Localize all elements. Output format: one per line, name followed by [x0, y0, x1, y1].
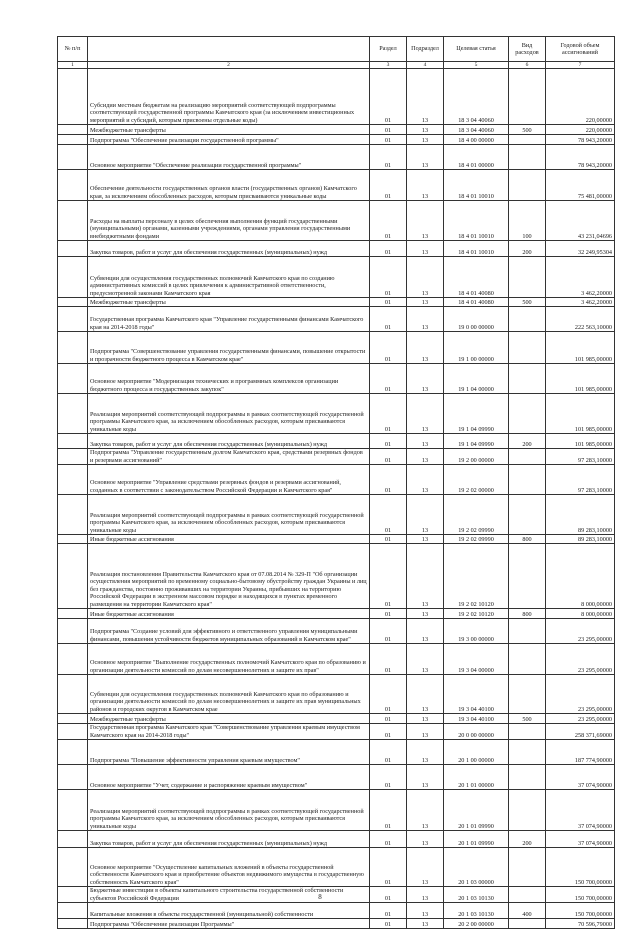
row-section: 01 — [370, 831, 407, 848]
row-name: Подпрограмма "Создание условий для эффективного и ответственного управления муниципальными финансами, повышения устойчивости бюджетов муниципальных образований в Камчатском крае" — [88, 619, 370, 644]
row-subsection: 13 — [407, 724, 444, 740]
row-section: 01 — [370, 125, 407, 135]
row-target: 18 3 04 40060 — [444, 69, 509, 125]
row-subsection: 13 — [407, 714, 444, 724]
row-target: 19 2 02 09990 — [444, 495, 509, 535]
table-row — [58, 465, 615, 495]
row-exptype — [509, 765, 546, 790]
header-exptype: Вид расходов — [509, 37, 546, 62]
row-name: Подпрограмма "Повышение эффективности управления краевым имуществом" — [88, 740, 370, 765]
header-amount: Годовой объем ассигнований — [546, 37, 615, 62]
row-exptype: 400 — [509, 903, 546, 919]
row-exptype — [509, 790, 546, 831]
row-target: 19 1 00 00000 — [444, 332, 509, 364]
row-target: 19 2 02 10120 — [444, 609, 509, 619]
row-section: 01 — [370, 307, 407, 332]
row-subsection: 13 — [407, 644, 444, 675]
page-number: 8 — [318, 893, 322, 901]
row-exptype — [509, 465, 546, 495]
row-amount: 222 563,10000 — [546, 307, 615, 332]
row-amount: 220,00000 — [546, 69, 615, 125]
row-amount: 75 481,00000 — [546, 170, 615, 201]
table-row — [58, 332, 615, 364]
table-row — [58, 394, 615, 434]
row-amount: 150 700,00000 — [546, 887, 615, 903]
row-amount: 150 700,00000 — [546, 848, 615, 887]
row-exptype — [509, 848, 546, 887]
column-numbering-row — [58, 62, 615, 69]
row-target: 20 1 01 09990 — [444, 831, 509, 848]
row-section: 01 — [370, 201, 407, 241]
row-subsection: 13 — [407, 919, 444, 929]
row-target: 19 0 00 00000 — [444, 307, 509, 332]
row-exptype — [509, 135, 546, 145]
row-subsection: 13 — [407, 831, 444, 848]
row-name: Иные бюджетные ассигнования — [88, 609, 370, 619]
row-exptype — [509, 394, 546, 434]
row-number — [58, 394, 88, 434]
row-subsection: 13 — [407, 495, 444, 535]
row-exptype: 200 — [509, 434, 546, 449]
header-target: Целевая статья — [444, 37, 509, 62]
row-target: 19 2 02 10120 — [444, 544, 509, 609]
row-amount: 8 000,00000 — [546, 544, 615, 609]
row-amount: 37 074,90000 — [546, 765, 615, 790]
row-target: 20 1 01 00000 — [444, 765, 509, 790]
row-name: Основное мероприятие "Управление средствами резервных фондов и резервами ассигнований, созданных в соответствии с законодательством Российской Федерации и Камчатского края" — [88, 465, 370, 495]
row-amount: 101 985,00000 — [546, 364, 615, 394]
row-name: Подпрограмма "Обеспечение реализации государственной программы" — [88, 135, 370, 145]
table-row — [58, 765, 615, 790]
column-number: 7 — [546, 62, 615, 69]
row-exptype — [509, 544, 546, 609]
row-name: Основное мероприятие "Обеспечение реализации государственной программы" — [88, 145, 370, 170]
row-section: 01 — [370, 765, 407, 790]
table-row — [58, 919, 615, 929]
row-subsection: 13 — [407, 170, 444, 201]
row-amount: 3 462,20000 — [546, 257, 615, 298]
row-subsection: 13 — [407, 535, 444, 544]
row-number — [58, 170, 88, 201]
row-exptype — [509, 257, 546, 298]
row-exptype — [509, 170, 546, 201]
row-exptype — [509, 675, 546, 714]
row-section: 01 — [370, 135, 407, 145]
row-number — [58, 765, 88, 790]
header-section: Раздел — [370, 37, 407, 62]
row-amount: 3 462,20000 — [546, 298, 615, 307]
row-name: Основное мероприятие "Учет, содержание и распоряжение краевым имуществом" — [88, 765, 370, 790]
row-section: 01 — [370, 790, 407, 831]
row-target: 18 4 01 10010 — [444, 201, 509, 241]
table-row — [58, 675, 615, 714]
row-subsection: 13 — [407, 241, 444, 257]
table-body — [58, 69, 615, 929]
table-row — [58, 644, 615, 675]
row-name: Капитальные вложения в объекты государственной (муниципальной) собственности — [88, 903, 370, 919]
row-target: 19 3 00 00000 — [444, 619, 509, 644]
table-row — [58, 544, 615, 609]
column-number: 2 — [88, 62, 370, 69]
row-section: 01 — [370, 495, 407, 535]
row-name: Межбюджетные трансферты — [88, 714, 370, 724]
row-amount: 23 295,00000 — [546, 675, 615, 714]
row-name: Закупка товаров, работ и услуг для обеспечения государственных (муниципальных) нужд — [88, 434, 370, 449]
row-target: 19 1 04 09990 — [444, 394, 509, 434]
table-row — [58, 790, 615, 831]
table-row — [58, 170, 615, 201]
column-number: 5 — [444, 62, 509, 69]
column-number: 3 — [370, 62, 407, 69]
row-name: Подпрограмма "Обеспечение реализации Программы" — [88, 919, 370, 929]
row-subsection: 13 — [407, 740, 444, 765]
column-number: 6 — [509, 62, 546, 69]
row-amount: 78 943,20000 — [546, 135, 615, 145]
row-number — [58, 135, 88, 145]
row-section: 01 — [370, 740, 407, 765]
table-row — [58, 495, 615, 535]
row-subsection: 13 — [407, 364, 444, 394]
row-section: 01 — [370, 919, 407, 929]
row-number — [58, 919, 88, 929]
row-number — [58, 609, 88, 619]
row-section: 01 — [370, 69, 407, 125]
table-row — [58, 241, 615, 257]
document-sheet — [57, 36, 614, 929]
row-amount: 101 985,00000 — [546, 434, 615, 449]
row-number — [58, 298, 88, 307]
row-exptype — [509, 69, 546, 125]
row-number — [58, 465, 88, 495]
table-row — [58, 69, 615, 125]
row-name: Подпрограмма "Управление государственным долгом Камчатского края, средствами резервных фондов и резервами ассигнований" — [88, 449, 370, 465]
row-name: Реализация мероприятий соответствующей подпрограммы в рамках соответствующей государственной программы Камчатского края, за исключением обособленных расходов, которым присваиваются уникальные коды — [88, 394, 370, 434]
row-exptype: 200 — [509, 831, 546, 848]
row-exptype — [509, 145, 546, 170]
row-amount: 43 231,04696 — [546, 201, 615, 241]
row-number — [58, 145, 88, 170]
row-name: Закупка товаров, работ и услуг для обеспечения государственных (муниципальных) нужд — [88, 241, 370, 257]
row-target: 20 2 00 00000 — [444, 919, 509, 929]
budget-table — [57, 36, 615, 929]
table-row — [58, 831, 615, 848]
row-section: 01 — [370, 724, 407, 740]
table-row — [58, 125, 615, 135]
row-name: Основное мероприятие "Модернизация технических и программных комплексов организации бюджетного процесса и государственных закупок" — [88, 364, 370, 394]
row-amount: 97 283,10000 — [546, 449, 615, 465]
row-exptype — [509, 332, 546, 364]
row-section: 01 — [370, 714, 407, 724]
row-subsection: 13 — [407, 765, 444, 790]
row-amount: 220,00000 — [546, 125, 615, 135]
row-subsection: 13 — [407, 903, 444, 919]
row-number — [58, 257, 88, 298]
row-section: 01 — [370, 887, 407, 903]
row-exptype — [509, 495, 546, 535]
row-amount: 258 371,69000 — [546, 724, 615, 740]
table-row — [58, 535, 615, 544]
row-section: 01 — [370, 609, 407, 619]
table-row — [58, 619, 615, 644]
row-subsection: 13 — [407, 332, 444, 364]
row-amount: 101 985,00000 — [546, 394, 615, 434]
row-number — [58, 790, 88, 831]
row-number — [58, 544, 88, 609]
row-subsection: 13 — [407, 465, 444, 495]
row-exptype: 500 — [509, 125, 546, 135]
row-name: Межбюджетные трансферты — [88, 125, 370, 135]
row-number — [58, 714, 88, 724]
row-number — [58, 848, 88, 887]
row-target: 20 1 00 00000 — [444, 740, 509, 765]
row-section: 01 — [370, 170, 407, 201]
row-name: Межбюджетные трансферты — [88, 298, 370, 307]
row-subsection: 13 — [407, 394, 444, 434]
row-name: Бюджетные инвестиции в объекты капитального строительства государственной собственности субъектов Российской Федерации — [88, 887, 370, 903]
row-subsection: 13 — [407, 675, 444, 714]
row-target: 18 4 01 40080 — [444, 257, 509, 298]
table-row — [58, 714, 615, 724]
column-number: 4 — [407, 62, 444, 69]
row-amount: 23 295,00000 — [546, 714, 615, 724]
table-row — [58, 201, 615, 241]
row-target: 18 4 01 40080 — [444, 298, 509, 307]
row-number — [58, 69, 88, 125]
row-section: 01 — [370, 644, 407, 675]
row-section: 01 — [370, 364, 407, 394]
column-number: 1 — [58, 62, 88, 69]
row-subsection: 13 — [407, 449, 444, 465]
row-section: 01 — [370, 619, 407, 644]
row-exptype: 200 — [509, 241, 546, 257]
row-amount: 187 774,90000 — [546, 740, 615, 765]
row-amount: 32 249,95304 — [546, 241, 615, 257]
row-name: Реализация мероприятий соответствующей подпрограммы в рамках соответствующей государственной программы Камчатского края, за исключением обособленных расходов, которым присваиваются уникальные коды — [88, 495, 370, 535]
row-name: Реализация мероприятий соответствующей подпрограммы в рамках соответствующей государственной программы Камчатского края, за исключением обособленных расходов, которым присваиваются уникальные коды — [88, 790, 370, 831]
row-subsection: 13 — [407, 257, 444, 298]
row-amount: 89 283,10000 — [546, 495, 615, 535]
row-name: Основное мероприятие "Осуществление капитальных вложений в объекты государственной собственности Камчатского края и приобретение объектов недвижимого имущества в государственную собственность Камчатского края" — [88, 848, 370, 887]
row-number — [58, 644, 88, 675]
table-row — [58, 307, 615, 332]
table-row — [58, 364, 615, 394]
row-number — [58, 449, 88, 465]
row-section: 01 — [370, 332, 407, 364]
row-exptype: 500 — [509, 714, 546, 724]
table-row — [58, 434, 615, 449]
row-target: 18 4 01 00000 — [444, 145, 509, 170]
row-number — [58, 201, 88, 241]
row-section: 01 — [370, 434, 407, 449]
row-number — [58, 495, 88, 535]
row-number — [58, 740, 88, 765]
row-section: 01 — [370, 903, 407, 919]
row-number — [58, 619, 88, 644]
row-section: 01 — [370, 465, 407, 495]
row-section: 01 — [370, 544, 407, 609]
row-name: Иные бюджетные ассигнования — [88, 535, 370, 544]
row-target: 18 4 01 10010 — [444, 170, 509, 201]
row-target: 20 1 03 10130 — [444, 887, 509, 903]
row-exptype: 800 — [509, 609, 546, 619]
row-name: Закупка товаров, работ и услуг для обеспечения государственных (муниципальных) нужд — [88, 831, 370, 848]
row-exptype — [509, 740, 546, 765]
row-subsection: 13 — [407, 298, 444, 307]
row-target: 18 4 01 10010 — [444, 241, 509, 257]
row-target: 20 1 01 09990 — [444, 790, 509, 831]
row-subsection: 13 — [407, 307, 444, 332]
row-exptype — [509, 919, 546, 929]
row-subsection: 13 — [407, 887, 444, 903]
row-name: Субвенции для осуществления государственных полномочий Камчатского края по созданию административных комиссий в целях привлечения к административной ответственности, предусмотренной законами Камчатского края — [88, 257, 370, 298]
row-exptype — [509, 449, 546, 465]
row-number — [58, 125, 88, 135]
row-amount: 150 700,00000 — [546, 903, 615, 919]
row-amount: 23 295,00000 — [546, 644, 615, 675]
row-target: 19 2 00 00000 — [444, 449, 509, 465]
row-amount: 37 074,90000 — [546, 831, 615, 848]
row-target: 19 3 04 40100 — [444, 714, 509, 724]
table-row — [58, 257, 615, 298]
row-subsection: 13 — [407, 790, 444, 831]
row-number — [58, 831, 88, 848]
row-section: 01 — [370, 257, 407, 298]
row-target: 18 4 00 00000 — [444, 135, 509, 145]
row-exptype — [509, 724, 546, 740]
row-target: 19 3 04 00000 — [444, 644, 509, 675]
row-subsection: 13 — [407, 434, 444, 449]
row-section: 01 — [370, 298, 407, 307]
row-subsection: 13 — [407, 609, 444, 619]
row-subsection: 13 — [407, 69, 444, 125]
row-name: Государственная программа Камчатского края "Управление государственными финансами Камчатского края на 2014-2018 годы" — [88, 307, 370, 332]
row-name: Государственная программа Камчатского края "Совершенствование управления краевым имуществом Камчатского края на 2014-2018 годы" — [88, 724, 370, 740]
row-subsection: 13 — [407, 135, 444, 145]
table-row — [58, 740, 615, 765]
row-exptype — [509, 644, 546, 675]
row-name: Субвенции для осуществления государственных полномочий Камчатского края по образованию и организации деятельности комиссий по делам несовершеннолетних и защите их прав муниципальных районов и городских округов в Камчатском крае — [88, 675, 370, 714]
table-header — [58, 37, 615, 62]
row-target: 19 1 04 00000 — [444, 364, 509, 394]
row-section: 01 — [370, 848, 407, 887]
row-target: 19 2 02 00000 — [444, 465, 509, 495]
row-exptype — [509, 364, 546, 394]
row-exptype — [509, 307, 546, 332]
row-amount: 70 596,79000 — [546, 919, 615, 929]
row-subsection: 13 — [407, 125, 444, 135]
row-subsection: 13 — [407, 544, 444, 609]
table-row — [58, 298, 615, 307]
table-row — [58, 449, 615, 465]
row-amount: 8 000,00000 — [546, 609, 615, 619]
table-row — [58, 609, 615, 619]
row-amount: 23 295,00000 — [546, 619, 615, 644]
row-name: Реализация постановления Правительства Камчатского края от 07.08.2014 № 329-П "Об организации осуществления мероприятий по временному социально-бытовому обустройству граждан Украины и лиц без гражданства, постоянно проживавших на территории Украины, прибывших на территорию Российской Федерации в экстренном массовом порядке и находящихся в пунктах временного размещения на территории Камчатского края" — [88, 544, 370, 609]
row-subsection: 13 — [407, 619, 444, 644]
row-exptype: 800 — [509, 535, 546, 544]
row-target: 20 0 00 00000 — [444, 724, 509, 740]
row-amount: 101 985,00000 — [546, 332, 615, 364]
row-section: 01 — [370, 675, 407, 714]
table-row — [58, 135, 615, 145]
row-target: 20 1 03 00000 — [444, 848, 509, 887]
header-num: № п/п — [58, 37, 88, 62]
row-target: 20 1 03 10130 — [444, 903, 509, 919]
table-row — [58, 724, 615, 740]
row-number — [58, 364, 88, 394]
row-target: 19 1 04 09990 — [444, 434, 509, 449]
row-name: Основное мероприятие "Выполнение государственных полномочий Камчатского края по образованию и организации деятельности комиссий по делам несовершеннолетних и защите их прав" — [88, 644, 370, 675]
row-exptype: 100 — [509, 201, 546, 241]
row-exptype — [509, 619, 546, 644]
row-exptype: 500 — [509, 298, 546, 307]
row-name: Субсидии местным бюджетам на реализацию мероприятий соответствующей подпрограммы соответствующей государственной программы Камчатского края (за исключением инвестиционных мероприятий и субсидий, которым присвоены отдельные коды) — [88, 69, 370, 125]
row-subsection: 13 — [407, 145, 444, 170]
row-section: 01 — [370, 449, 407, 465]
row-target: 18 3 04 40060 — [444, 125, 509, 135]
row-amount: 37 074,90000 — [546, 790, 615, 831]
row-name: Подпрограмма "Совершенствование управления государственными финансами, повышение открытости и прозрачности бюджетного процесса в Камчатском крае" — [88, 332, 370, 364]
row-section: 01 — [370, 145, 407, 170]
row-number — [58, 241, 88, 257]
row-amount: 89 283,10000 — [546, 535, 615, 544]
table-row — [58, 145, 615, 170]
row-name: Расходы на выплаты персоналу в целях обеспечения выполнения функций государственными (муниципальными) органами, казенными учреждениями, органами управления государственными внебюджетными фондами — [88, 201, 370, 241]
row-subsection: 13 — [407, 848, 444, 887]
header-subsection: Подраздел — [407, 37, 444, 62]
row-amount: 78 943,20000 — [546, 145, 615, 170]
row-section: 01 — [370, 394, 407, 434]
row-number — [58, 332, 88, 364]
row-section: 01 — [370, 535, 407, 544]
row-amount: 97 283,10000 — [546, 465, 615, 495]
table-row — [58, 848, 615, 887]
row-number — [58, 724, 88, 740]
header-name — [88, 37, 370, 62]
row-number — [58, 675, 88, 714]
row-target: 19 3 04 40100 — [444, 675, 509, 714]
row-target: 19 2 02 09990 — [444, 535, 509, 544]
row-number — [58, 535, 88, 544]
row-number — [58, 434, 88, 449]
row-section: 01 — [370, 241, 407, 257]
row-number — [58, 307, 88, 332]
row-subsection: 13 — [407, 201, 444, 241]
row-name: Обеспечение деятельности государственных органов власти (государственных органов) Камчатского края, за исключением обособленных расходов, которым присваиваются уникальные коды — [88, 170, 370, 201]
